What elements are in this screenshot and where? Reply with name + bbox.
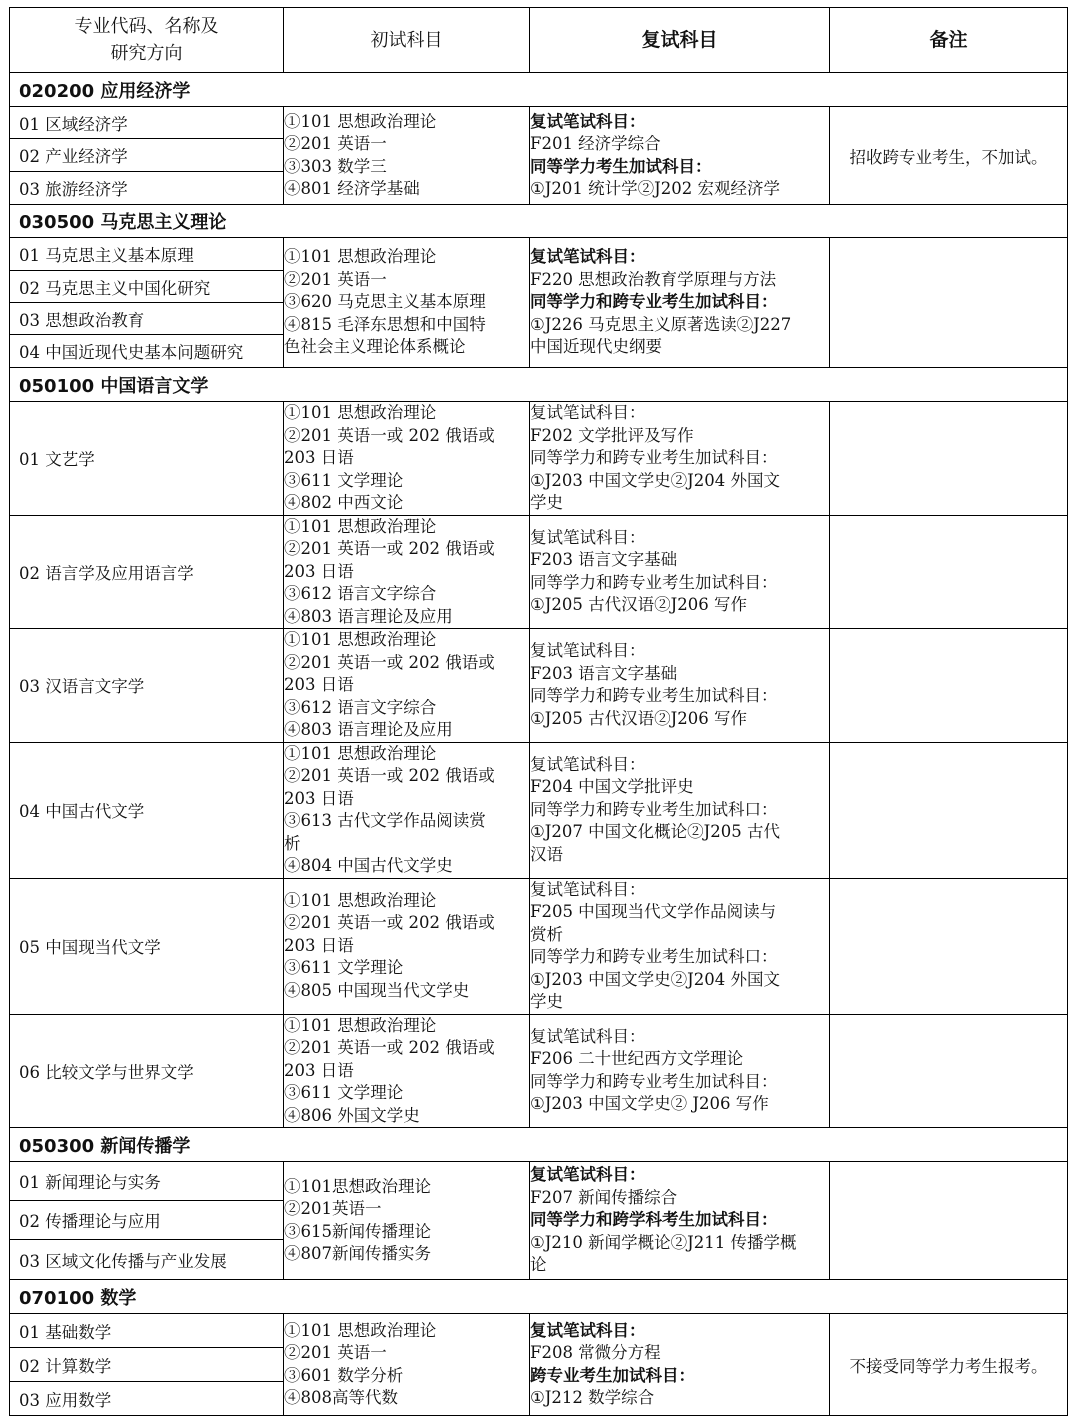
subject-line: ③615新闻传播理论 — [284, 1221, 431, 1241]
retest-line: 论 — [530, 1255, 547, 1275]
direction-cell: 03 区域文化传播与产业发展 — [10, 1240, 284, 1280]
section-header — [10, 368, 1068, 402]
retest-heading: 同等学力和跨专业考生加试科目： — [530, 292, 778, 312]
retest-line: ①J201 统计学②J202 宏观经济学 — [530, 179, 780, 198]
subject-line: ③612 语言文字综合 — [284, 697, 437, 717]
remarks-cell — [830, 402, 1068, 516]
retest-heading: 同等学力和跨专业考生加试科口： — [530, 947, 778, 966]
retest-heading: 复试笔试科目： — [530, 111, 646, 131]
subject-line: ④803 语言理论及应用 — [284, 606, 453, 626]
retest-line: F208 常微分方程 — [530, 1343, 661, 1362]
retest-line: ①J226 马克思主义原著选读②J227 — [530, 314, 792, 334]
subject-line: ②201 英语一或 202 俄语或 — [284, 1038, 495, 1057]
subject-line: 析 — [284, 833, 301, 853]
retest-line: ①J205 古代汉语②J206 写作 — [530, 595, 747, 615]
retest-line: ①J212 数学综合 — [530, 1388, 655, 1407]
subject-line: ①101 思想政治理论 — [284, 1320, 437, 1340]
subject-line: ④801 经济学基础 — [284, 179, 420, 198]
subject-line: ①101 思想政治理论 — [284, 890, 437, 910]
retest-heading: 复试笔试科目： — [530, 879, 646, 899]
section-header — [10, 1280, 1068, 1314]
direction-cell: 02 马克思主义中国化研究 — [10, 271, 284, 303]
subject-line: ②201英语一 — [284, 1199, 382, 1218]
section-title: 020200 应用经济学 — [10, 73, 1068, 107]
direction-cell: 05 中国现当代文学 — [10, 878, 284, 1014]
retest-heading: 同等学力和跨专业考生加试科目： — [530, 686, 778, 706]
direction-cell: 03 旅游经济学 — [10, 172, 284, 205]
subject-line: ②201 英语一或 202 俄语或 — [284, 766, 495, 785]
initial-exam-cell — [284, 629, 530, 743]
subject-line: ④802 中西文论 — [284, 493, 404, 512]
subject-line: ③601 数学分析 — [284, 1365, 404, 1385]
initial-exam-cell — [284, 238, 530, 368]
direction-cell: 02 计算数学 — [10, 1348, 284, 1382]
remarks-cell — [830, 742, 1068, 878]
subject-line: ②201 英语一或 202 俄语或 — [284, 425, 495, 445]
retest-line: ①J203 中国文学史②J204 外国文 — [530, 470, 780, 490]
subject-line: ③611 文学理论 — [284, 470, 404, 490]
subject-line: ④808高等代数 — [284, 1388, 398, 1407]
retest-heading: 复试笔试科目： — [530, 403, 646, 422]
initial-exam-cell — [284, 107, 530, 205]
subject-line: 203 日语 — [284, 1060, 354, 1080]
section-header — [10, 205, 1068, 238]
subject-line: ②201 英语一 — [284, 269, 387, 289]
subject-line: ①101 思想政治理论 — [284, 630, 437, 649]
retest-heading: 复试笔试科目： — [530, 1165, 646, 1185]
direction-cell: 03 汉语言文字学 — [10, 629, 284, 743]
remarks-cell — [830, 238, 1068, 368]
retest-cell — [530, 1014, 830, 1128]
initial-exam-cell — [284, 515, 530, 629]
header-retest: 复试科目 — [530, 8, 830, 73]
retest-heading: 跨专业考生加试科目： — [530, 1365, 695, 1385]
direction-cell: 01 基础数学 — [10, 1314, 284, 1348]
retest-line: 学史 — [530, 493, 563, 512]
retest-cell — [530, 107, 830, 205]
table-row — [10, 1162, 1068, 1201]
subject-line: ④806 外国文学史 — [284, 1105, 420, 1125]
direction-cell: 03 应用数学 — [10, 1382, 284, 1416]
retest-heading: 复试笔试科目： — [530, 1026, 646, 1046]
retest-heading: 同等学力和跨专业考生加试科目： — [530, 572, 778, 592]
initial-exam-cell — [284, 1014, 530, 1128]
subject-line: ①101 思想政治理论 — [284, 111, 437, 131]
retest-line: 学史 — [530, 992, 563, 1011]
initial-exam-cell — [284, 878, 530, 1014]
direction-cell: 02 传播理论与应用 — [10, 1201, 284, 1240]
subject-line: ③620 马克思主义基本原理 — [284, 292, 486, 312]
retest-heading: 同等学力考生加试科目： — [530, 156, 712, 176]
retest-line: ①J203 中国文学史②J204 外国文 — [530, 969, 780, 989]
subject-line: ④807新闻传播实务 — [284, 1244, 431, 1263]
retest-cell — [530, 402, 830, 516]
table-row — [10, 238, 1068, 271]
retest-heading: 复试笔试科目： — [530, 1320, 646, 1340]
direction-cell: 01 马克思主义基本原理 — [10, 238, 284, 271]
retest-line: F204 中国文学批评史 — [530, 777, 694, 797]
initial-exam-cell — [284, 1162, 530, 1280]
direction-cell: 02 产业经济学 — [10, 139, 284, 172]
section-title: 030500 马克思主义理论 — [10, 205, 1068, 238]
subject-line: ①101思想政治理论 — [284, 1176, 431, 1196]
subject-line: ③611 文学理论 — [284, 1083, 404, 1102]
table-row — [10, 515, 1068, 629]
header-remarks: 备注 — [830, 8, 1068, 73]
subject-line: ②201 英语一或 202 俄语或 — [284, 913, 495, 933]
header-initial-exam: 初试科目 — [284, 8, 530, 73]
retest-line: F206 二十世纪西方文学理论 — [530, 1049, 744, 1069]
table-row — [10, 878, 1068, 1014]
retest-heading: 复试笔试科目： — [530, 247, 646, 267]
subject-line: 203 日语 — [284, 448, 354, 467]
subject-line: ③303 数学三 — [284, 156, 387, 176]
retest-heading: 复试笔试科目： — [530, 527, 646, 547]
subject-line: ④805 中国现当代文学史 — [284, 980, 470, 1000]
remarks-cell — [830, 515, 1068, 629]
retest-line: ①J210 新闻学概论②J211 传播学概 — [530, 1232, 797, 1252]
section-title: 050100 中国语言文学 — [10, 368, 1068, 402]
subject-line: 203 日语 — [284, 675, 354, 694]
direction-cell: 02 语言学及应用语言学 — [10, 515, 284, 629]
header-major-line1: 专业代码、名称及 — [74, 16, 219, 37]
section-header — [10, 1128, 1068, 1162]
section-title: 070100 数学 — [10, 1280, 1068, 1314]
header-major — [10, 8, 284, 73]
retest-line: F202 文学批评及写作 — [530, 425, 694, 445]
subject-line: ④803 语言理论及应用 — [284, 720, 453, 739]
direction-cell: 04 中国近现代史基本问题研究 — [10, 335, 284, 368]
subject-line: ③612 语言文字综合 — [284, 584, 437, 603]
subject-line: ④804 中国古代文学史 — [284, 856, 453, 875]
retest-cell — [530, 238, 830, 368]
subject-line: 色社会主义理论体系概论 — [284, 337, 466, 357]
retest-cell — [530, 629, 830, 743]
subject-line: ②201 英语一或 202 俄语或 — [284, 652, 495, 672]
initial-exam-cell — [284, 402, 530, 516]
retest-line: F207 新闻传播综合 — [530, 1187, 678, 1207]
admission-table — [9, 7, 1068, 1416]
retest-line: 中国近现代史纲要 — [530, 337, 662, 357]
retest-cell — [530, 515, 830, 629]
subject-line: ①101 思想政治理论 — [284, 516, 437, 536]
table-row — [10, 1014, 1068, 1128]
table-row — [10, 402, 1068, 516]
table-row — [10, 629, 1068, 743]
initial-exam-cell — [284, 742, 530, 878]
retest-line: ①J203 中国文学史② J206 写作 — [530, 1094, 769, 1114]
retest-line: F203 语言文字基础 — [530, 663, 678, 683]
subject-line: ②201 英语一或 202 俄语或 — [284, 539, 495, 558]
table-row — [10, 107, 1068, 139]
direction-cell: 01 文艺学 — [10, 402, 284, 516]
retest-line: ①J207 中国文化概论②J205 古代 — [530, 822, 780, 842]
retest-line: 赏析 — [530, 924, 563, 944]
subject-line: ①101 思想政治理论 — [284, 743, 437, 763]
retest-heading: 同等学力和跨专业考生加试科口： — [530, 799, 778, 819]
subject-line: ①101 思想政治理论 — [284, 1015, 437, 1035]
initial-exam-cell — [284, 1314, 530, 1416]
direction-cell: 01 区域经济学 — [10, 107, 284, 139]
retest-cell — [530, 878, 830, 1014]
subject-line: ②201 英语一 — [284, 1343, 387, 1362]
retest-line: 汉语 — [530, 844, 563, 864]
table-row — [10, 1314, 1068, 1348]
remarks-cell — [830, 1162, 1068, 1280]
retest-heading: 同等学力和跨专业考生加试科目： — [530, 448, 778, 467]
subject-line: 203 日语 — [284, 935, 354, 955]
remarks-cell: 招收跨专业考生，不加试。 — [830, 107, 1068, 205]
retest-heading: 复试笔试科目： — [530, 641, 646, 661]
subject-line: 203 日语 — [284, 561, 354, 581]
retest-line: F201 经济学综合 — [530, 134, 661, 153]
subject-line: 203 日语 — [284, 788, 354, 808]
direction-cell: 03 思想政治教育 — [10, 303, 284, 335]
retest-line: ①J205 古代汉语②J206 写作 — [530, 708, 747, 728]
subject-line: ①101 思想政治理论 — [284, 403, 437, 422]
retest-line: F205 中国现当代文学作品阅读与 — [530, 902, 777, 921]
retest-cell — [530, 742, 830, 878]
remarks-cell — [830, 878, 1068, 1014]
subject-line: ①101 思想政治理论 — [284, 247, 437, 267]
header-row — [10, 8, 1068, 73]
header-major-line2: 研究方向 — [110, 43, 183, 64]
section-title: 050300 新闻传播学 — [10, 1128, 1068, 1162]
remarks-cell — [830, 1014, 1068, 1128]
direction-cell: 01 新闻理论与实务 — [10, 1162, 284, 1201]
remarks-cell — [830, 629, 1068, 743]
subject-line: ②201 英语一 — [284, 134, 387, 153]
direction-cell: 04 中国古代文学 — [10, 742, 284, 878]
remarks-cell: 不接受同等学力考生报考。 — [830, 1314, 1068, 1416]
section-header — [10, 73, 1068, 107]
retest-line: F203 语言文字基础 — [530, 550, 678, 570]
table-row — [10, 742, 1068, 878]
retest-line: F220 思想政治教育学原理与方法 — [530, 269, 777, 289]
retest-heading: 同等学力和跨学科考生加试科目： — [530, 1210, 778, 1230]
retest-heading: 复试笔试科目： — [530, 754, 646, 774]
subject-line: ③613 古代文学作品阅读赏 — [284, 811, 486, 830]
retest-cell — [530, 1162, 830, 1280]
retest-cell — [530, 1314, 830, 1416]
retest-heading: 同等学力和跨专业考生加试科目： — [530, 1071, 778, 1091]
direction-cell: 06 比较文学与世界文学 — [10, 1014, 284, 1128]
subject-line: ③611 文学理论 — [284, 958, 404, 978]
subject-line: ④815 毛泽东思想和中国特 — [284, 314, 486, 334]
